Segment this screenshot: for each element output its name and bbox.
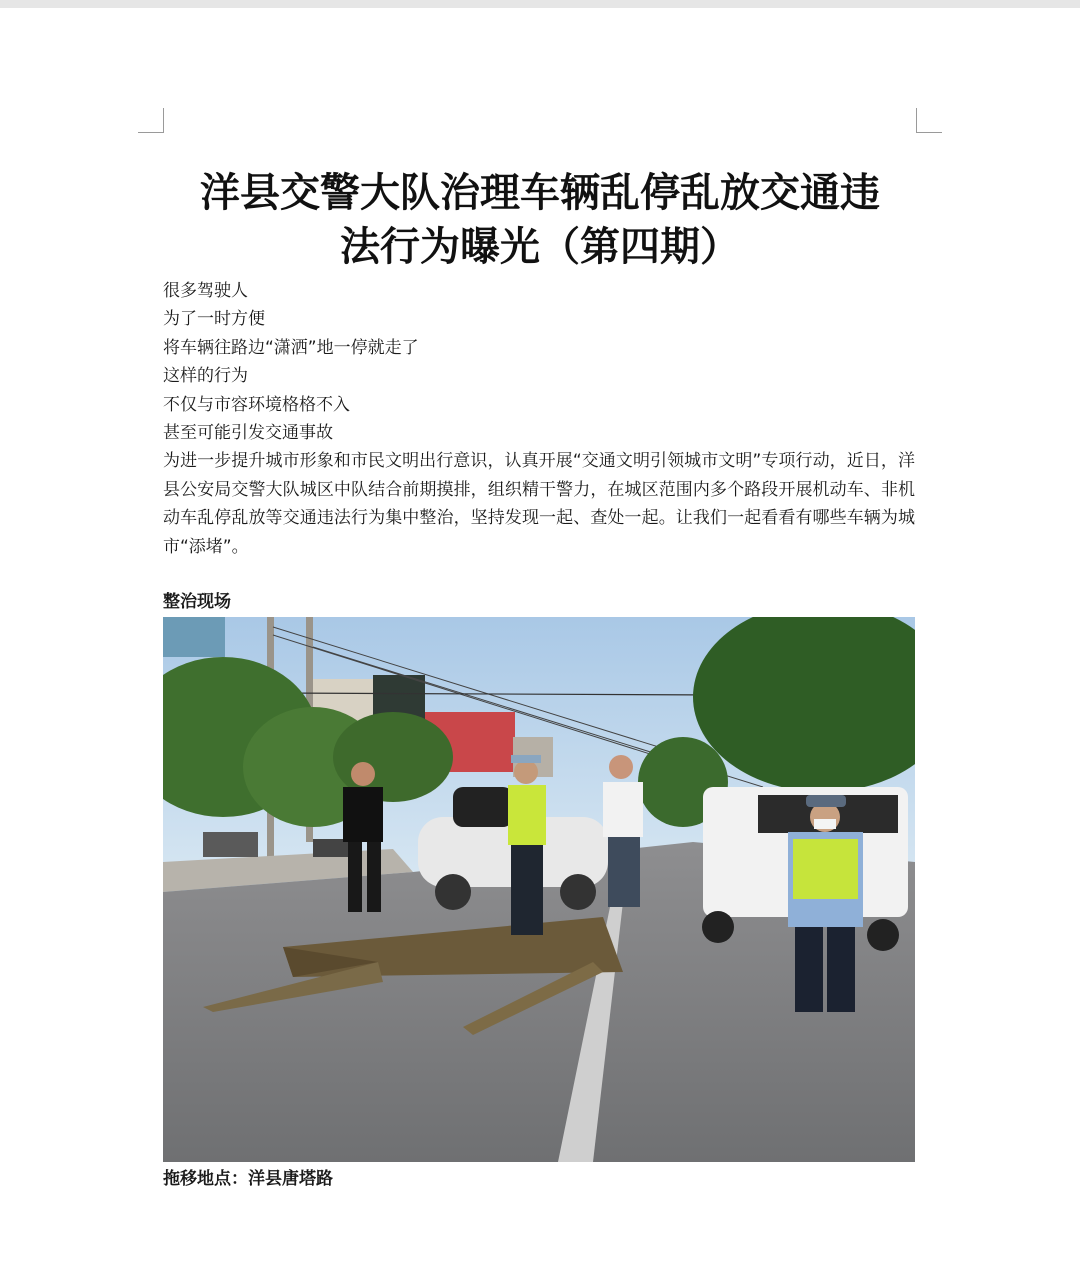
title-line-1: 洋县交警大队治理车辆乱停乱放交通违 [200,170,880,216]
body-line: 将车辆往路边“潇洒”地一停就走了 [163,337,419,358]
body-paragraph: 为进一步提升城市形象和市民文明出行意识，认真开展“交通文明引领城市文明”专项行动，近日，洋县公安局交警大队城区中队结合前期摸排，组织精干警力，在城区范围内多个路段开展机动车、非机动车乱停乱放等交通违法行为集中整治，坚持发现一起、查处一起。让我们一起看看有哪些车辆为城市“添堵”。 [163,451,915,557]
body-line: 甚至可能引发交通事故 [163,423,333,444]
viewer-top-edge [0,0,1080,8]
document-body [163,277,915,561]
title-line-2: 法行为曝光（第四期） [340,224,740,270]
body-line: 为了一时方便 [163,309,265,330]
body-line: 这样的行为 [163,366,248,387]
document-title [150,166,930,274]
section-heading: 整治现场 [163,592,231,612]
crop-mark-top-left [138,108,164,133]
crop-mark-top-right [916,108,942,133]
body-line: 不仅与市容环境格格不入 [163,394,350,415]
body-line: 很多驾驶人 [163,281,248,301]
enforcement-scene-photo [163,617,915,1162]
photo-caption: 拖移地点：洋县唐塔路 [163,1169,333,1189]
